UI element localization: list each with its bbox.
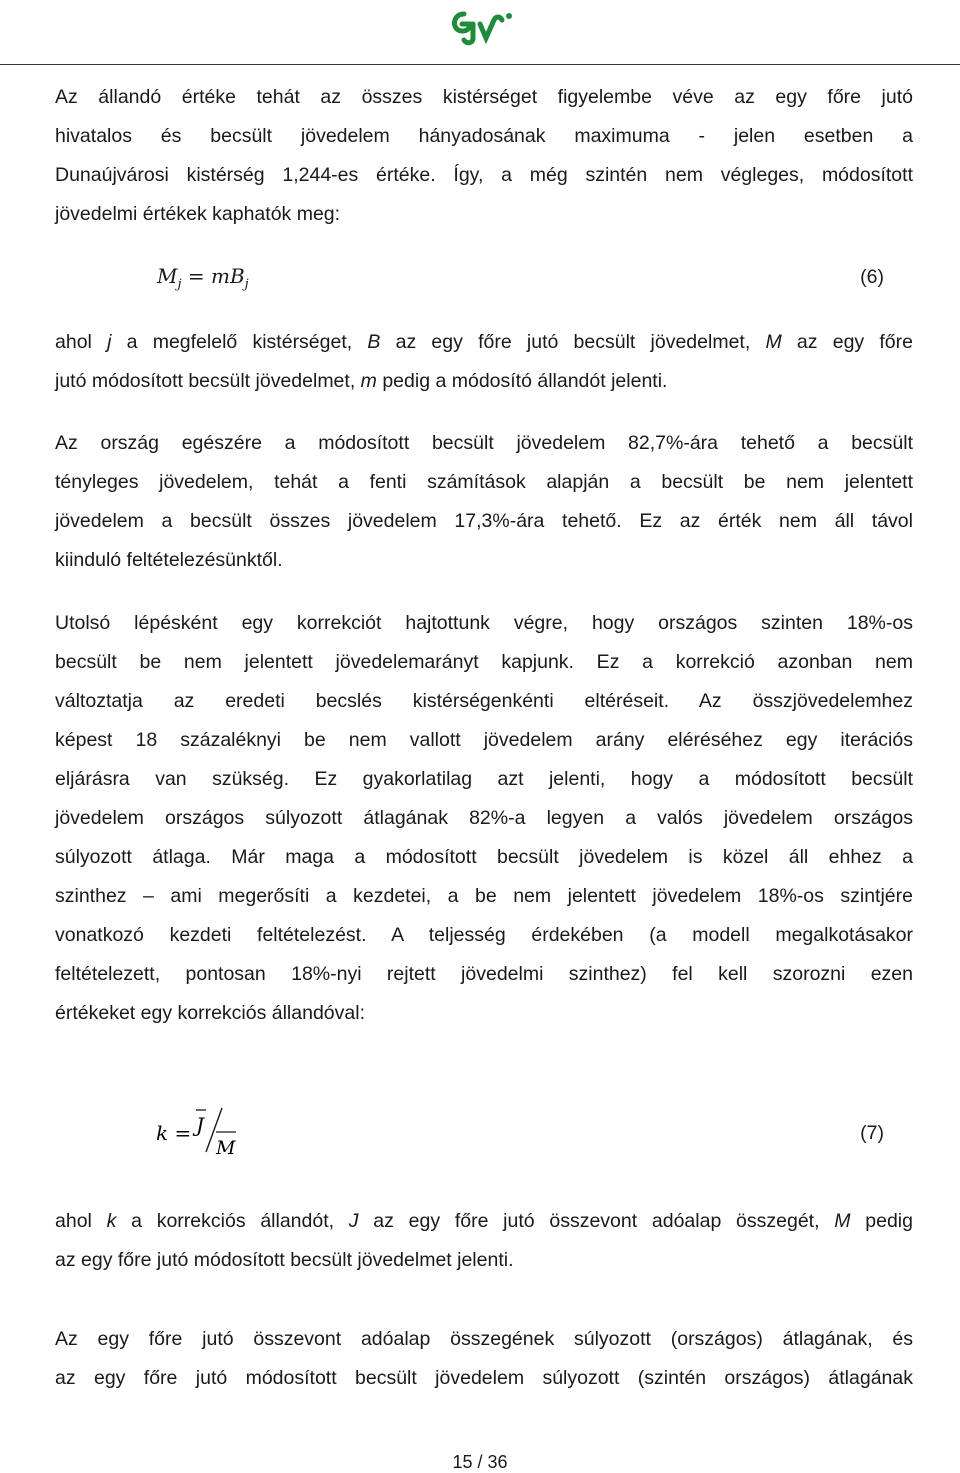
equation-7-numerator: J [196,1113,205,1137]
company-logo [442,4,522,48]
paragraph-country [55,424,913,580]
text-line: változtatja az eredeti becslés kistérségenkénti eltéréseit. Az összjövedelemhez [55,690,913,712]
text-line: ahol j a megfelelő kistérséget, B az egy főre jutó becsült jövedelmet, M az egy főre [55,331,913,353]
equation-6: $M_j = mB_j$ [157,264,249,292]
text-line: tényleges jövedelem, tehát a fenti számítások alapján a becsült be nem jelentett [55,471,913,493]
text-line: hivatalos és becsült jövedelem hányadosának maximuma - jelen esetben a [55,125,913,147]
text-line: feltételezett, pontosan 18%-nyi rejtett jövedelmi szinthez) fel kell szorozni ezen [55,963,913,985]
text-line: Az egy főre jutó összevont adóalap összegének súlyozott (országos) átlagának, és [55,1328,913,1350]
text-line: Az ország egészére a módosított becsült jövedelem 82,7%-ára tehető a becsült [55,432,913,454]
header-rule [0,64,960,65]
text-line: jövedelem a becsült összes jövedelem 17,3%-ára tehető. Ez az érték nem áll távol [55,510,913,532]
equation-7-lhs: k = [156,1121,192,1145]
paragraph-k-definition [55,1202,913,1280]
text-line: Az állandó értéke tehát az összes kistérséget figyelembe véve az egy főre jutó [55,86,913,108]
text-line: jövedelmi értékek kaphatók meg: [55,203,341,225]
paragraph-constant [55,78,913,234]
text-line: jövedelem országos súlyozott átlagának 82%-a legyen a valós jövedelem országos [55,807,913,829]
paragraph-correction [55,604,913,1033]
text-line: eljárásra van szükség. Ez gyakorlatilag azt jelenti, hogy a módosított becsült [55,768,913,790]
equation-7-denominator: M [216,1137,236,1159]
text-line: jutó módosított becsült jövedelmet, m pedig a módosító állandót jelenti. [55,370,668,392]
text-line: képest 18 százaléknyi be nem vallott jövedelem arány eléréséhez egy iterációs [55,729,913,751]
text-line: becsült be nem jelentett jövedelemarányt kapjunk. Ez a korrekció azonban nem [55,651,913,673]
equation-7-number: (7) [860,1122,884,1144]
text-line: ahol k a korrekciós állandót, J az egy főre jutó összevont adóalap összegét, M pedig [55,1210,913,1232]
text-line: szinthez – ami megerősíti a kezdetei, a be nem jelentett jövedelem 18%-os szintjére [55,885,913,907]
paragraph-averages [55,1320,913,1398]
text-line: Utolsó lépésként egy korrekciót hajtottunk végre, hogy országos szinten 18%-os [55,612,913,634]
text-line: az egy főre jutó módosított becsült jövedelmet jelenti. [55,1249,514,1271]
text-line: kiinduló feltételezésünktől. [55,549,283,571]
text-line: Dunaújvárosi kistérség 1,244-es értéke. Így, a még szintén nem végleges, módosított [55,164,913,186]
text-line: súlyozott átlaga. Már maga a módosított becsült jövedelem is közel áll ehhez a [55,846,913,868]
equation-7 [150,1102,250,1162]
paragraph-definitions [55,323,913,401]
text-line: vonatkozó kezdeti feltételezést. A teljesség érdekében (a modell megalkotásakor [55,924,913,946]
equation-6-number: (6) [860,266,884,288]
text-line: az egy főre jutó módosított becsült jövedelem súlyozott (szintén országos) átlagának [55,1367,913,1389]
text-line: értékeket egy korrekciós állandóval: [55,1002,365,1024]
page-number: 15 / 36 [452,1452,508,1472]
